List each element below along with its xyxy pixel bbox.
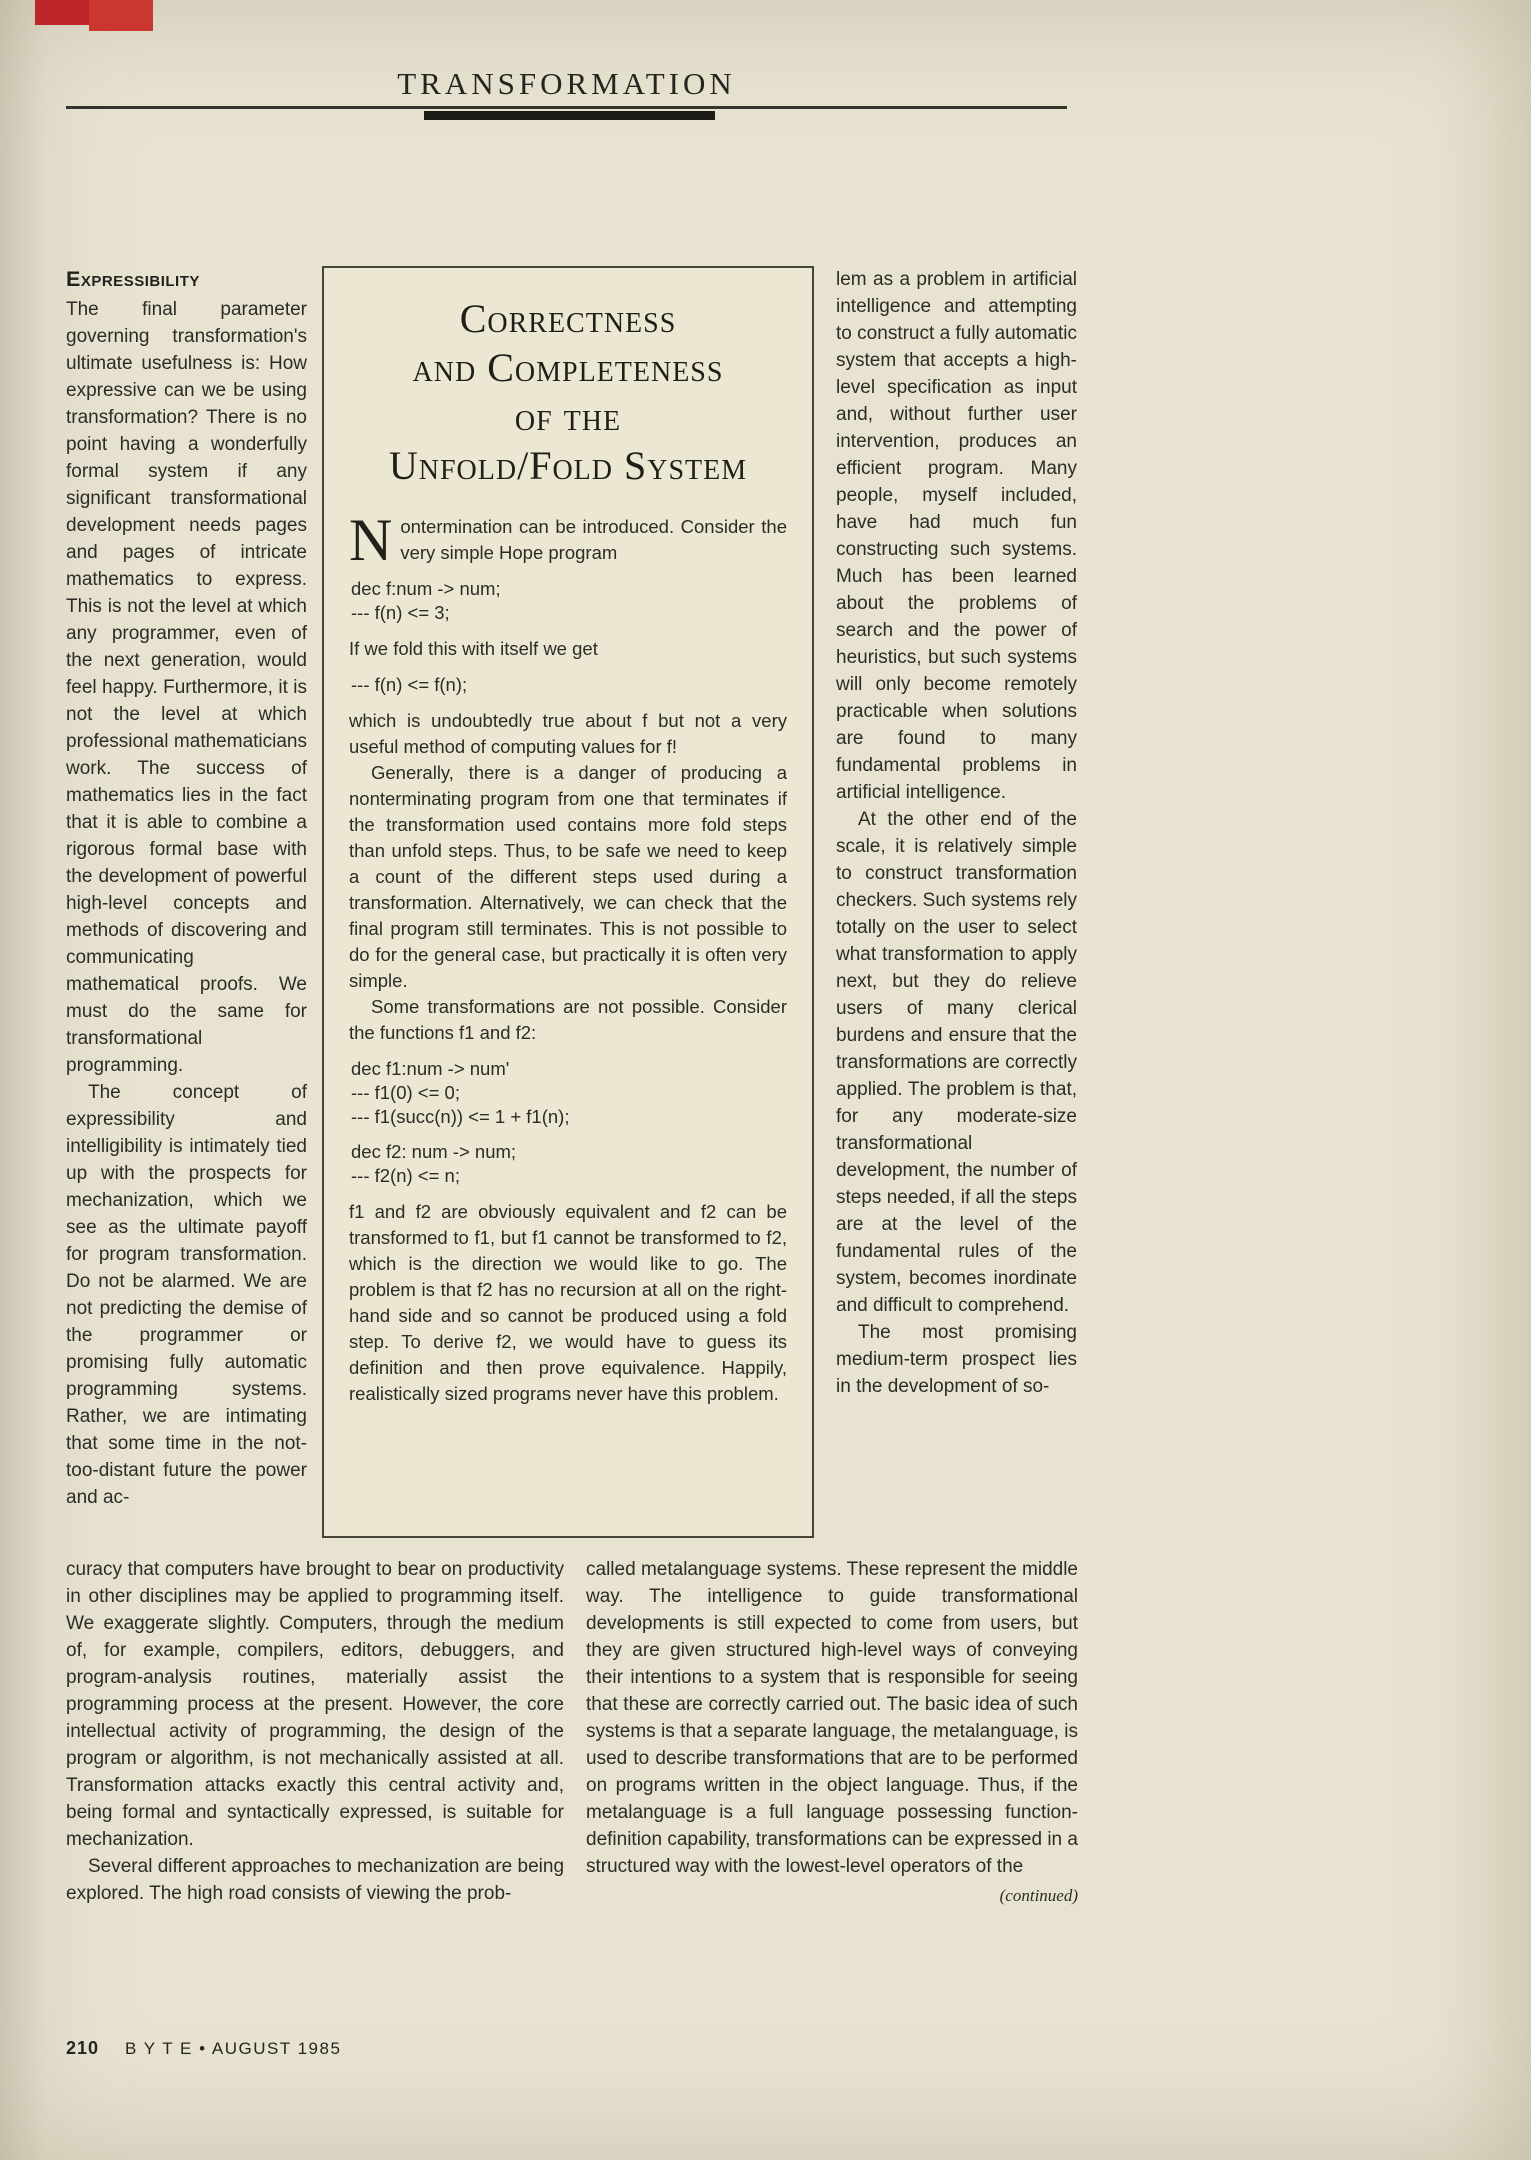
feature-box-title: [349, 294, 787, 490]
header-rule: [66, 106, 1067, 109]
feature-title-line: Correctness: [459, 296, 677, 341]
code-block: [351, 577, 787, 625]
code-line: --- f(n) <= f(n);: [351, 674, 468, 695]
paragraph: called metalanguage systems. These represent the middle way. The intelligence to guide transformational developments is still expected to come from users, but they are given structured high-level ways of conveying their intentions to a system that is responsible for seeing that these are correctly carried out. The basic idea of such systems is that a separate language, the metalanguage, is used to describe transformations that are to be performed on programs written in the object language. Thus, if the metalanguage is a full language possessing function-definition capability, transformations can be expressed in a structured way with the lowest-level operators of the: [586, 1559, 1078, 1877]
left-column: [66, 266, 307, 1511]
feature-box-body: [349, 507, 787, 1407]
paragraph: lem as a problem in artificial intelligence and attempting to construct a fully automatic system that accepts a high-level specification as input and, without further user intervention, produces an efficient program. Many people, myself included, have had much fun constructing such systems. Much has been learned about the problems of search and the power of heuristics, but such systems will only become remotely practicable when solutions are found to many fundamental problems in artificial intelligence.: [836, 269, 1077, 803]
right-column: [836, 266, 1077, 1400]
paragraph: At the other end of the scale, it is relatively simple to construct transformation checkers. Such systems rely totally on the user to select what transformation to apply next, but they do relieve users of many clerical burdens and ensure that the transformations are correctly applied. The problem is that, for any moderate-size transformational development, the number of steps needed, if all the steps are at the level of the fundamental rules of the system, becomes inordinate and difficult to comprehend.: [836, 809, 1077, 1316]
paragraph: The most promising medium-term prospect lies in the development of so-: [836, 1322, 1077, 1397]
paragraph: The concept of expressibility and intelligibility is intimately tied up with the prospects for mechanization, which we see as the ultimate payoff for program transformation. Do not be alarmed. We are not predicting the demise of the programmer or promising fully automatic programming systems. Rather, we are intimating that some time in the not-too-distant future the power and ac-: [66, 1082, 307, 1508]
code-line: dec f2: num -> num;: [351, 1141, 517, 1162]
section-heading: Expressibility: [66, 267, 200, 291]
code-line: --- f2(n) <= n;: [351, 1165, 460, 1186]
paragraph: ontermination can be introduced. Consider the very simple Hope program: [400, 516, 787, 563]
feature-title-line: and Completeness: [412, 345, 724, 390]
code-line: dec f:num -> num;: [351, 578, 501, 599]
drop-cap: N: [349, 507, 393, 573]
feature-title-line: of the: [514, 394, 622, 439]
page-footer: [66, 2038, 341, 2059]
code-block: [351, 1140, 787, 1188]
bottom-right-column: [586, 1556, 1078, 1909]
paragraph-with-dropcap: [349, 507, 787, 573]
paragraph: Some transformations are not possible. Consider the functions f1 and f2:: [349, 996, 787, 1043]
page-title: TRANSFORMATION: [397, 66, 736, 101]
page-number: 210: [66, 2038, 100, 2058]
code-line: --- f1(0) <= 0;: [351, 1082, 460, 1103]
print-registration-mark: [89, 0, 153, 31]
paragraph: Several different approaches to mechanization are being explored. The high road consists of viewing the prob-: [66, 1856, 565, 1904]
print-registration-mark: [35, 0, 89, 25]
code-block: [351, 673, 787, 697]
paragraph: The final parameter governing transformation's ultimate usefulness is: How expressive can we be using transformation? There is no point having a wonderfully formal system if any significant transformational development needs pages and pages of intricate mathematics to express. This is not the level at which any programmer, even of the next generation, would feel happy. Furthermore, it is not the level at which professional mathematicians work. The success of mathematics lies in the fact that it is able to combine a rigorous formal base with the development of powerful high-level concepts and methods of discovering and communicating mathematical proofs. We must do the same for transformational programming.: [66, 299, 307, 1076]
paragraph: f1 and f2 are obviously equivalent and f2 can be transformed to f1, but f1 cannot be transformed to f2, which is the direction we would like to go. The problem is that f2 has no recursion at all on the right-hand side and so cannot be produced using a fold step. To derive f2, we would have to guess its definition and then prove equivalence. Happily, realistically sized programs never have this problem.: [349, 1201, 787, 1404]
code-line: dec f1:num -> num': [351, 1058, 510, 1079]
footer-text: B Y T E • AUGUST 1985: [125, 2039, 342, 2058]
code-block: [351, 1057, 787, 1129]
code-line: --- f(n) <= 3;: [351, 602, 450, 623]
paragraph: which is undoubtedly true about f but not a very useful method of computing values for f!: [349, 710, 787, 757]
header-accent-bar: [424, 111, 715, 120]
paragraph: Generally, there is a danger of producing a nonterminating program from one that terminates if the transformation used contains more fold steps than unfold steps. Thus, to be safe we need to keep a count of the different steps used during a transformation. Alternatively, we can check that the final program still terminates. This is not possible to do for the general case, but practically it is often very simple.: [349, 762, 787, 991]
continued-note: (continued): [999, 1886, 1078, 1905]
feature-title-line: Unfold/Fold System: [388, 443, 748, 488]
paragraph: If we fold this with itself we get: [349, 638, 598, 659]
bottom-left-column: [66, 1556, 564, 1907]
code-line: --- f1(succ(n)) <= 1 + f1(n);: [351, 1106, 570, 1127]
paragraph: curacy that computers have brought to bear on productivity in other disciplines may be applied to programming itself. We exaggerate slightly. Computers, through the medium of, for example, compilers, editors, debuggers, and program-analysis routines, materially assist the programming process at the present. However, the core intellectual activity of programming, the design of the program or algorithm, is not mechanically assisted at all. Transformation attacks exactly this central activity and, being formal and syntactically expressed, is suitable for mechanization.: [66, 1559, 564, 1850]
feature-box: [322, 266, 814, 1538]
